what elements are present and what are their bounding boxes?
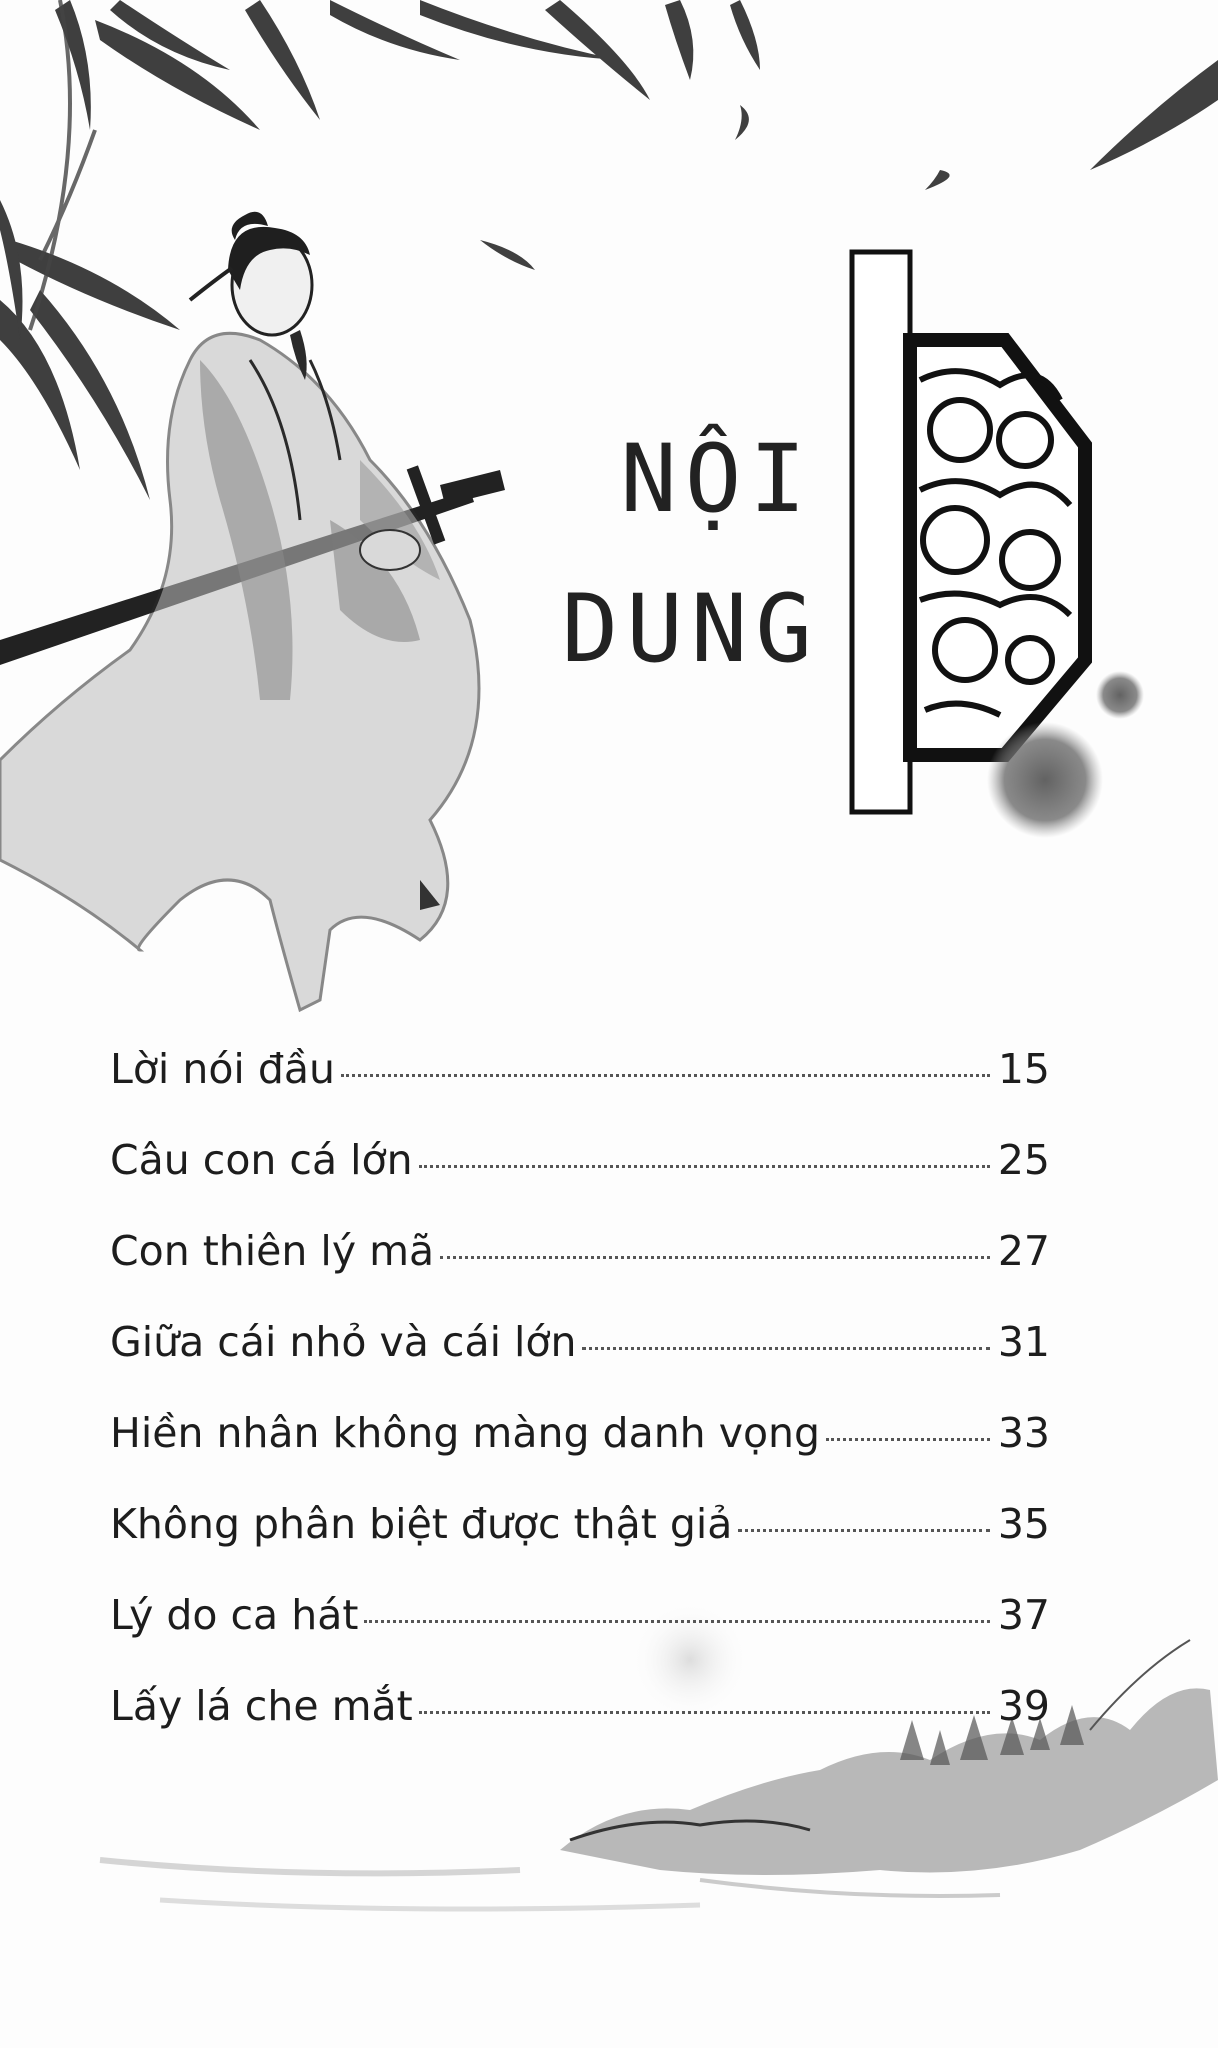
toc-entry-title: Không phân biệt được thật giả [110, 1500, 733, 1548]
toc-entry-page: 35 [997, 1500, 1050, 1548]
toc-entry[interactable] [110, 1682, 1050, 1773]
toc-entry-page: 31 [997, 1318, 1050, 1366]
title-frame [852, 252, 1144, 838]
toc-entry-page: 33 [997, 1409, 1050, 1457]
toc-entry[interactable] [110, 1409, 1050, 1500]
toc-dot-leader [364, 1620, 989, 1623]
toc-entry[interactable] [110, 1136, 1050, 1227]
contents-heading-line1: NỘI [620, 425, 814, 534]
toc-entry-page: 39 [997, 1682, 1050, 1730]
toc-dot-leader [826, 1438, 990, 1441]
toc-dot-leader [419, 1165, 990, 1168]
table-of-contents [110, 1045, 1050, 1773]
toc-entry-title: Lấy lá che mắt [110, 1682, 413, 1730]
toc-entry-title: Giữa cái nhỏ và cái lớn [110, 1318, 577, 1366]
toc-entry-page: 37 [997, 1591, 1050, 1639]
toc-dot-leader [738, 1529, 989, 1532]
toc-entry[interactable] [110, 1318, 1050, 1409]
toc-dot-leader [440, 1256, 990, 1259]
toc-entry-title: Lời nói đầu [110, 1045, 335, 1093]
toc-entry-page: 27 [997, 1227, 1050, 1275]
toc-entry[interactable] [110, 1591, 1050, 1682]
contents-heading-line2: DUNG [561, 575, 820, 684]
toc-entry-title: Câu con cá lớn [110, 1136, 413, 1184]
toc-dot-leader [419, 1711, 990, 1714]
toc-dot-leader [582, 1347, 989, 1350]
toc-dot-leader [341, 1074, 990, 1077]
toc-entry-title: Con thiên lý mã [110, 1227, 435, 1275]
toc-entry[interactable] [110, 1500, 1050, 1591]
toc-entry-page: 15 [997, 1045, 1050, 1093]
toc-entry-title: Hiền nhân không màng danh vọng [110, 1409, 821, 1457]
toc-entry[interactable] [110, 1227, 1050, 1318]
toc-entry-page: 25 [997, 1136, 1050, 1184]
contents-heading [561, 405, 820, 705]
toc-entry-title: Lý do ca hát [110, 1591, 359, 1639]
toc-entry[interactable] [110, 1045, 1050, 1136]
